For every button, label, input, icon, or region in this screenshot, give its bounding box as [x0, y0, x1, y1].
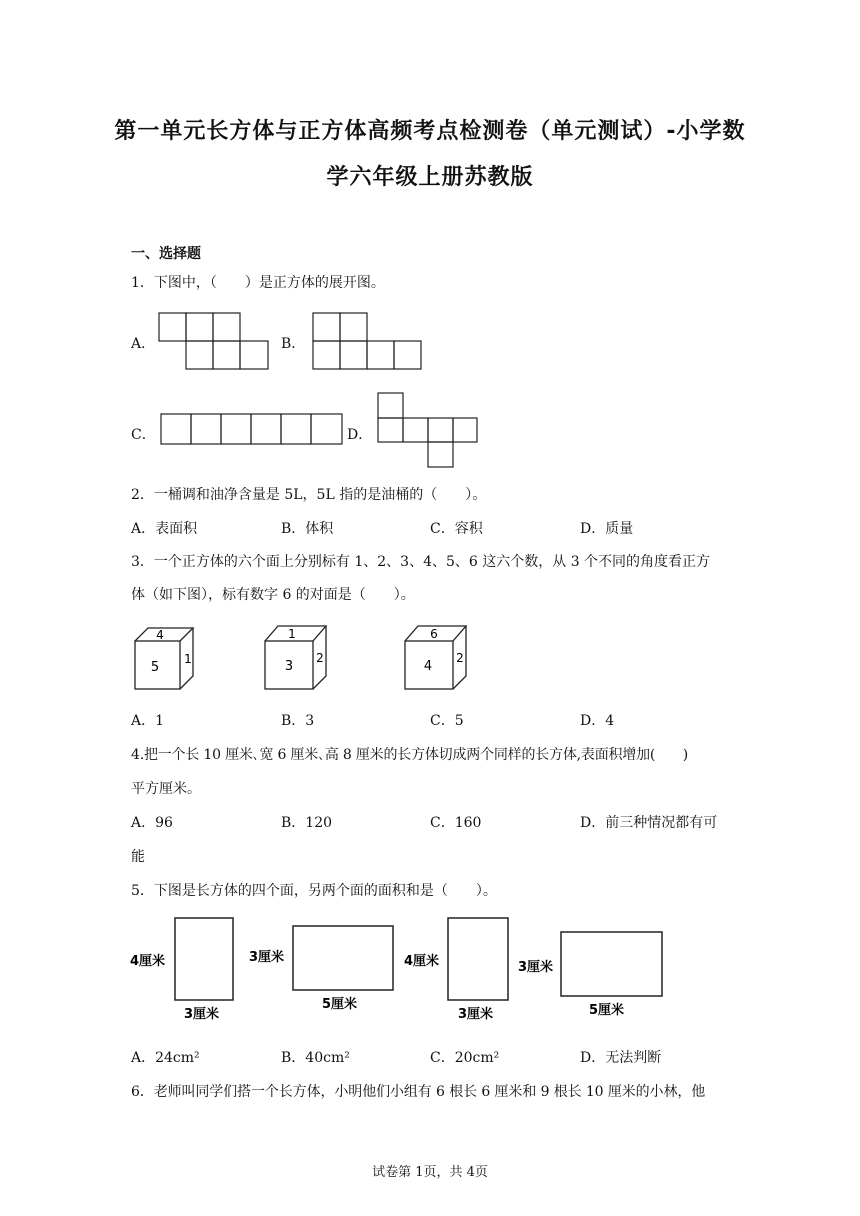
- q3-cube-1-right: 1: [184, 652, 192, 666]
- q5-face-2: [248, 916, 398, 1016]
- page-footer: 试卷第 1页，共 4页: [372, 1165, 488, 1180]
- q5-face-3: [402, 912, 514, 1024]
- q1-net-d: [376, 392, 480, 470]
- q1-net-c: [160, 413, 346, 447]
- q4-option-c: C．160: [430, 815, 482, 831]
- question-1-stem: 1．下图中，（ ）是正方体的展开图。: [131, 275, 385, 291]
- question-4-stem-line-1: 4.把一个长 10 厘米､宽 6 厘米､高 8 厘米的长方体切成两个同样的长方体,表面积增加( ): [131, 747, 689, 763]
- section-heading: 一、选择题: [131, 246, 201, 262]
- q4-option-d: D．前三种情况都有可: [580, 815, 718, 831]
- q3-cube-1: [130, 622, 200, 694]
- q1-net-b: [312, 312, 424, 372]
- q5-option-c: C．20cm²: [430, 1050, 500, 1066]
- q4-option-b: B．120: [281, 815, 333, 831]
- q3-cube-1-top: 4: [156, 628, 164, 642]
- q4-option-d-continued: 能: [131, 849, 145, 865]
- q1-label-b: B．: [281, 336, 306, 352]
- q2-option-a: A．表面积: [131, 521, 198, 537]
- q3-option-a: A．1: [131, 713, 165, 729]
- q3-cube-2-right: 2: [316, 651, 324, 665]
- q5-face-3-bottom: 3厘米: [458, 1007, 494, 1022]
- q1-label-a: A．: [131, 336, 156, 352]
- q1-label-d: D．: [347, 427, 373, 443]
- q5-face-3-side: 4厘米: [404, 954, 440, 969]
- q3-cube-2-front: 3: [284, 659, 294, 674]
- q2-option-c: C．容积: [430, 521, 483, 537]
- q2-option-b: B．体积: [281, 521, 334, 537]
- question-4-stem-line-2: 平方厘米。: [131, 781, 201, 797]
- q5-option-d: D．无法判断: [580, 1050, 662, 1066]
- q3-cube-3-right: 2: [456, 651, 464, 665]
- question-6-stem: 6．老师叫同学们搭一个长方体，小明他们小组有 6 根长 6 厘米和 9 根长 10 厘米的小林，他: [131, 1084, 706, 1100]
- q5-face-4-side: 3厘米: [518, 960, 554, 975]
- q5-face-2-side: 3厘米: [249, 950, 285, 965]
- q5-face-1: [128, 912, 238, 1024]
- q4-option-a: A．96: [131, 815, 173, 831]
- question-3-stem-line-2: 体（如下图），标有数字 6 的对面是（ ）。: [131, 587, 415, 603]
- q1-label-c: C．: [131, 427, 156, 443]
- question-3-stem-line-1: 3．一个正方体的六个面上分别标有 1、2、3、4、5、6 这六个数，从 3 个不同的角度看正方: [131, 554, 711, 570]
- q5-face-4-bottom: 5厘米: [589, 1003, 625, 1018]
- q3-cube-3: [400, 622, 474, 694]
- q5-face-1-side: 4厘米: [130, 954, 166, 969]
- q5-face-1-bottom: 3厘米: [184, 1007, 220, 1022]
- q5-face-4: [517, 922, 667, 1020]
- q2-option-d: D．质量: [580, 521, 634, 537]
- q3-cube-3-top: 6: [430, 627, 438, 641]
- question-5-stem: 5．下图是长方体的四个面，另两个面的面积和是（ ）。: [131, 883, 497, 899]
- question-2-stem: 2．一桶调和油净含量是 5L，5L 指的是油桶的（ ）。: [131, 487, 487, 503]
- q3-cube-2: [260, 622, 334, 694]
- page-title-line-1: 第一单元长方体与正方体高频考点检测卷（单元测试）-小学数: [114, 119, 746, 144]
- q5-option-a: A．24cm²: [131, 1050, 200, 1066]
- page-title-line-2: 学六年级上册苏教版: [326, 165, 534, 190]
- q3-option-c: C．5: [430, 713, 464, 729]
- q3-option-b: B．3: [281, 713, 315, 729]
- q3-cube-2-top: 1: [288, 627, 296, 641]
- q5-option-b: B．40cm²: [281, 1050, 350, 1066]
- q5-face-2-bottom: 5厘米: [322, 997, 358, 1012]
- q3-option-d: D．4: [580, 713, 615, 729]
- q3-cube-3-front: 4: [423, 659, 433, 674]
- q1-net-a: [158, 312, 272, 372]
- q3-cube-1-front: 5: [150, 660, 160, 675]
